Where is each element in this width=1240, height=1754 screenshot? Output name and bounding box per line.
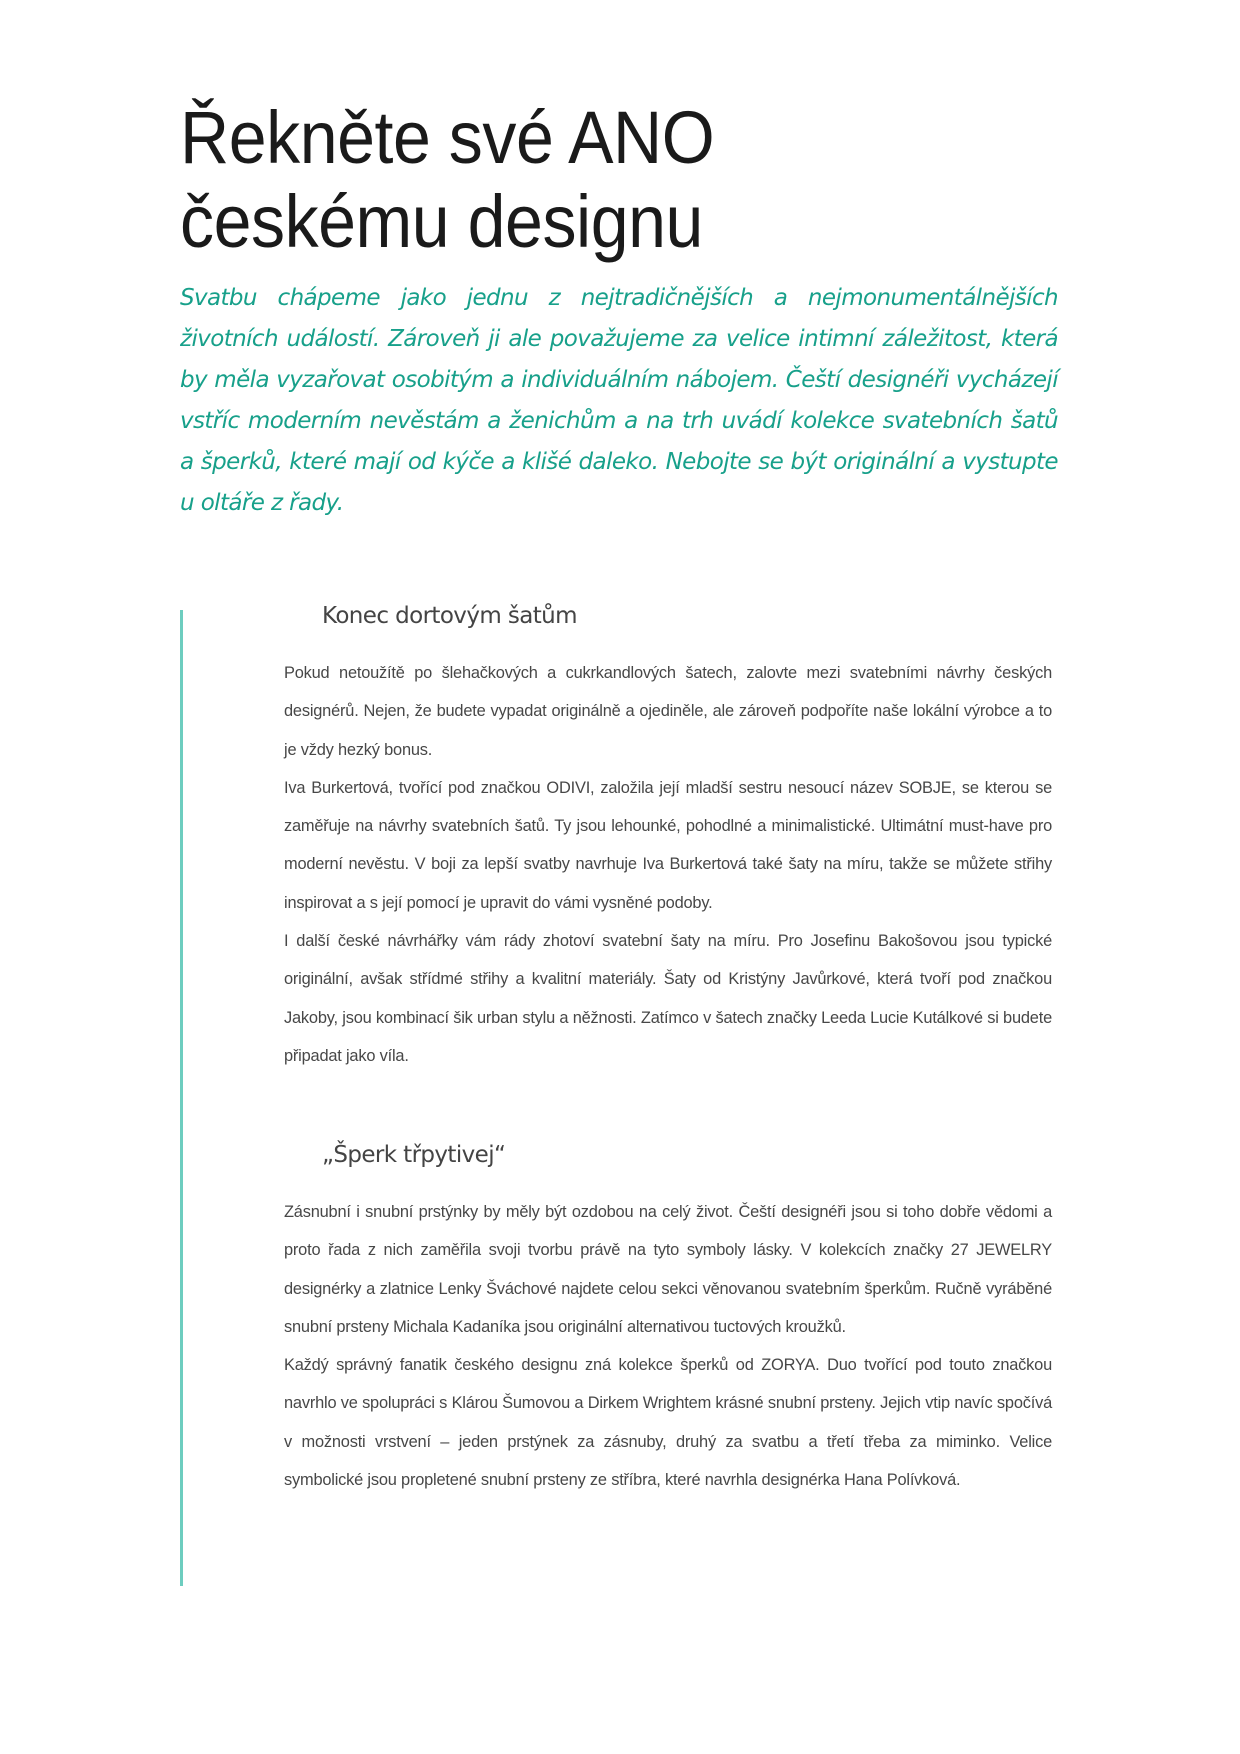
article-title — [180, 96, 714, 264]
paragraph: Zásnubní i snubní prstýnky by měly být ozdobou na celý život. Čeští designéři jsou si toho dobře vědomi a proto řada z nich zaměřila svoji tvorbu právě na tyto symboly lásky. V kolekcích značky 27 JEWELRY designérky a zlatnice Lenky Šváchové najdete celou sekci věnovanou svatebním šperkům. Ručně vyráběné snubní prsteny Michala Kadaníka jsou originální alternativou tuctových kroužků. — [284, 1203, 1052, 1336]
section-body-dresses — [284, 654, 1052, 1075]
section-heading-jewelry: „Šperk třpytivej“ — [322, 1142, 506, 1168]
accent-vertical-rule — [180, 610, 183, 1586]
paragraph: Každý správný fanatik českého designu zná kolekce šperků od ZORYA. Duo tvořící pod touto značkou navrhlo ve spolupráci s Klárou Šumovou a Dirkem Wrightem krásné snubní prsteny. Jejich vtip navíc spočívá v možnosti vrstvení – jeden prstýnek za zásnuby, druhý za svatbu a třetí třeba za miminko. Velice symbolické jsou propletené snubní prsteny ze stříbra, které navrhla designérka Hana Polívková. — [284, 1356, 1052, 1490]
paragraph: I další české návrhářky vám rády zhotoví svatební šaty na míru. Pro Josefinu Bakošovou jsou typické originální, avšak střídmé střihy a kvalitní materiály. Šaty od Kristýny Javůrkové, která tvoří pod značkou Jakoby, jsou kombinací šik urban stylu a něžnosti. Zatímco v šatech značky Leeda Lucie Kutálkové si budete připadat jako víla. — [284, 932, 1052, 1065]
article-intro: Svatbu chápeme jako jednu z nejtradičnějších a nejmonumentálnějších životních událostí. Zároveň ji ale považujeme za velice intimní záležitost, která by měla vyzařovat osobitým a individuálním nábojem. Čeští designéři vycházejí vstříc moderním nevěstám a ženichům a na trh uvádí kolekce svatebních šatů a šperků, které mají od kýče a klišé daleko. Nebojte se být originální a vystupte u oltáře z řady. — [180, 285, 1058, 516]
article-title-line-2: českému designu — [180, 180, 703, 263]
section-body-jewelry — [284, 1193, 1052, 1499]
section-heading-dresses: Konec dortovým šatům — [322, 603, 577, 629]
paragraph: Iva Burkertová, tvořící pod značkou ODIVI, založila její mladší sestru nesoucí název SOBJE, se kterou se zaměřuje na návrhy svatebních šatů. Ty jsou lehounké, pohodlné a minimalistické. Ultimátní must-have pro moderní nevěstu. V boji za lepší svatby navrhuje Iva Burkertová také šaty na míru, takže se můžete střihy inspirovat a s její pomocí je upravit do vámi vysněné podoby. — [284, 778, 1052, 912]
article-title-line-1: Řekněte své ANO — [180, 96, 715, 179]
paragraph: Pokud netoužítě po šlehačkových a cukrkandlových šatech, zalovte mezi svatebními návrhy českých designérů. Nejen, že budete vypadat originálně a ojediněle, ale zároveň podpoříte naše lokální výrobce a to je vždy hezký bonus. — [284, 664, 1052, 759]
